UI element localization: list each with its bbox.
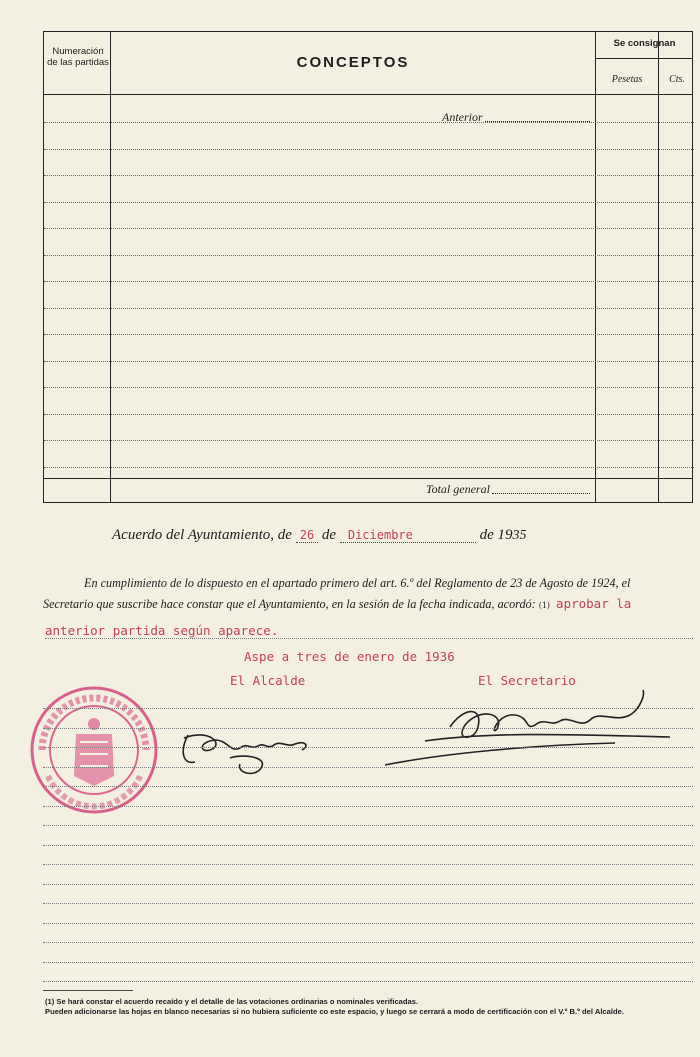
ledger-row-line <box>44 175 694 176</box>
subheader-divider <box>595 58 692 59</box>
anterior-label: Anterior <box>442 110 483 124</box>
ledger-row-line <box>44 414 694 415</box>
ruled-line <box>43 806 693 807</box>
ruled-line <box>43 981 693 982</box>
total-divider <box>44 478 692 479</box>
ledger-row-line <box>44 228 694 229</box>
ruled-line <box>43 942 693 943</box>
ruled-line <box>43 786 693 787</box>
column-divider <box>110 32 111 502</box>
ruled-line <box>43 708 693 709</box>
acuerdo-year-suffix: 35 <box>512 528 527 543</box>
typed-text-2: anterior partida según aparece. <box>45 623 693 639</box>
ruled-line <box>43 747 693 748</box>
ruled-line <box>43 767 693 768</box>
acuerdo-month: Diciembre <box>340 528 476 543</box>
ledger-row-line <box>44 255 694 256</box>
pesetas-header: Pesetas <box>611 74 643 85</box>
ledger-table <box>43 31 693 503</box>
ledger-row-line <box>44 202 694 203</box>
ledger-row-line <box>44 334 694 335</box>
ledger-row-line <box>44 149 694 150</box>
total-label: Total general <box>426 482 490 496</box>
footnote-ref: (1) <box>538 601 551 610</box>
ruled-line <box>43 864 693 865</box>
column-divider <box>658 32 659 502</box>
secretario-label: El Secretario <box>478 673 576 688</box>
alcalde-label: El Alcalde <box>230 673 306 688</box>
total-row <box>426 482 592 497</box>
body-line-2 <box>43 596 694 612</box>
header-divider <box>44 94 692 95</box>
ruled-line <box>43 825 693 826</box>
column-divider <box>595 32 596 502</box>
ledger-row-line <box>44 387 694 388</box>
body-line-2-text: Secretario que suscribe hace constar que el Ayuntamiento, en la sesión de la fecha indicada, acordó: <box>43 597 536 611</box>
typed-place-date: Aspe a tres de enero de 1936 <box>244 649 455 664</box>
ruled-line <box>43 903 693 904</box>
cts-header: Cts. <box>669 74 685 85</box>
body-line-1: En cumplimiento de lo dispuesto en el apartado primero del art. 6.º del Reglamento de 23 de Agosto de 1924, el <box>84 576 631 590</box>
ledger-row-line <box>44 122 694 123</box>
acuerdo-year-prefix: de 19 <box>479 527 513 543</box>
ledger-row-line <box>44 308 694 309</box>
acuerdo-prefix: Acuerdo del Ayuntamiento, de <box>112 527 292 543</box>
footnote-rule <box>43 990 133 991</box>
ruled-line <box>43 884 693 885</box>
footnote-2: Pueden adicionarse las hojas en blanco necesarias si no hubiera suficiente co este espacio, y luego se cerrará a modo de certificación con el V.º B.º del Alcalde. <box>45 1007 624 1016</box>
leader-dots <box>492 493 590 494</box>
acuerdo-day: 26 <box>296 528 318 543</box>
ledger-row-line <box>44 467 694 468</box>
numeracion-header: Numeración de las partidas <box>47 46 109 68</box>
ruled-line <box>43 962 693 963</box>
consignan-header: Se consignan <box>613 38 676 49</box>
acuerdo-de: de <box>321 527 337 543</box>
conceptos-header: CONCEPTOS <box>296 54 410 71</box>
footnote-1: (1) Se hará constar el acuerdo recaído y el detalle de las votaciones ordinarias o nominales verificadas. <box>45 997 419 1006</box>
ledger-row-line <box>44 361 694 362</box>
typed-text-1: aprobar la <box>556 596 632 611</box>
municipal-stamp <box>28 684 160 816</box>
ruled-line <box>43 845 693 846</box>
ruled-line <box>43 923 693 924</box>
alcalde-signature <box>170 720 320 780</box>
ledger-row-line <box>44 440 694 441</box>
ledger-row-line <box>44 281 694 282</box>
ruled-line <box>43 728 693 729</box>
acuerdo-line <box>112 527 632 544</box>
